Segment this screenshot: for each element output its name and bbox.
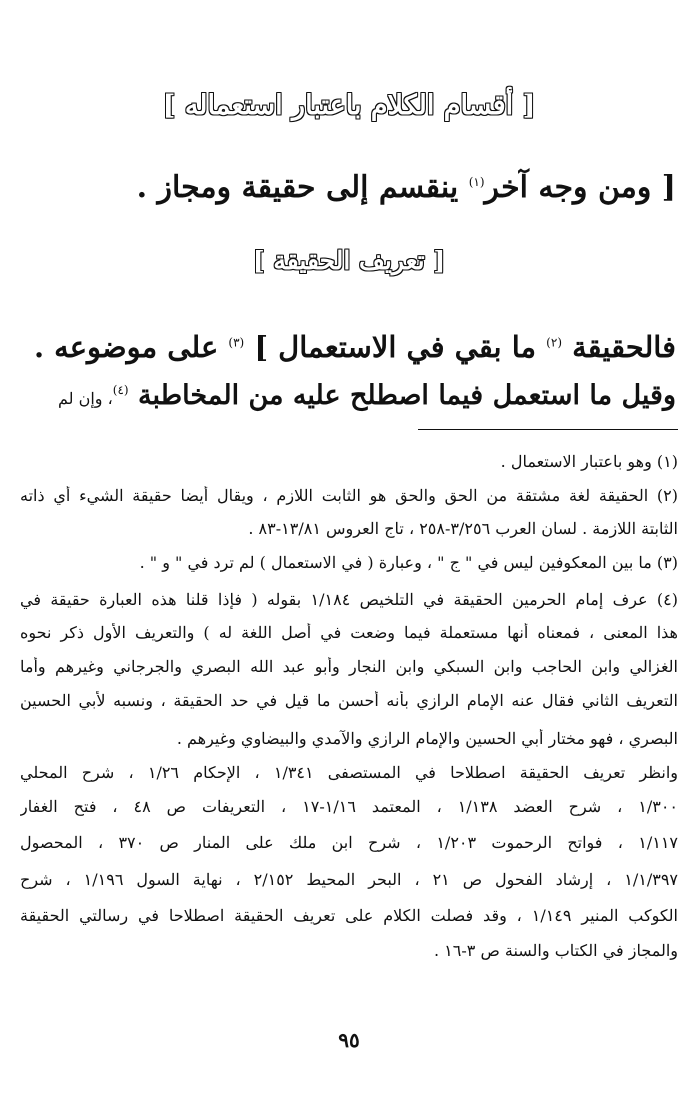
footnote-line: البصري ، فهو مختار أبي الحسين والإمام الرازي والآمدي والبيضاوي وغيرهم . bbox=[176, 729, 678, 748]
definition-rest: على موضوعه . bbox=[33, 330, 229, 364]
footnote-line: وانظر تعريف الحقيقة اصطلاحا في المستصفى ١/٣٤١ ، الإحكام ١/٢٦ ، شرح المحلي bbox=[20, 763, 678, 782]
footnote-line: هذا المعنى ، فمعناه أنها مستعملة فيما وضعت في أصل اللغة له ) والتعريف الأول ذكر نحوه bbox=[20, 623, 678, 642]
definition2-tail: ، وإن لم bbox=[57, 389, 113, 408]
definition-line-1 bbox=[22, 330, 676, 364]
footnote-line: الكوكب المنير ١/١٤٩ ، وقد فصلت الكلام على تعريف الحقيقة اصطلاحا في رسالتي الحقيقة bbox=[20, 906, 678, 925]
footnote-line: (١) وهو باعتبار الاستعمال . bbox=[500, 452, 678, 471]
footnote-line: ١/١١٧ ، فواتح الرحموت ١/٢٠٣ ، شرح ابن ملك على المنار ص ٣٧٠ ، المحصول bbox=[20, 833, 678, 852]
footnote-separator bbox=[418, 429, 678, 430]
footnote-ref-3: (٣) bbox=[228, 335, 245, 350]
definition-lead: فالحقيقة bbox=[562, 330, 676, 364]
definition-mid: ما بقي في الاستعمال ] bbox=[244, 330, 547, 364]
subheading-division bbox=[137, 170, 676, 205]
footnote-line: والمجاز في الكتاب والسنة ص ٣-١٦ . bbox=[434, 941, 678, 960]
footnote-line: الغزالي وابن الحاجب وابن السبكي وابن النجار وأبو عبد الله البصري والجرجاني وغيرهم وأما bbox=[20, 657, 678, 676]
footnote-line: الثابتة اللازمة . لسان العرب ٣/٢٥٦-٢٥٨ ، تاج العروس ١٣/٨١-٨٣ . bbox=[248, 519, 678, 538]
section-heading-haqiqa: [ تعريف الحقيقة ] bbox=[252, 246, 446, 275]
footnote-line: ١/٣٠٠ ، شرح العضد ١/١٣٨ ، المعتمد ١/١٦-١٧ ، التعريفات ص ٤٨ ، فتح الغفار bbox=[20, 797, 678, 816]
definition-line-2 bbox=[22, 380, 676, 411]
footnote-line: (٣) ما بين المعكوفين ليس في " ج " ، وعبارة ( في الاستعمال ) لم ترد في " و " . bbox=[139, 553, 678, 572]
footnote-ref-1: (١) bbox=[468, 175, 485, 189]
page-number: ٩٥ bbox=[338, 1028, 360, 1052]
footnote-line: التعريف الثاني فقال عنه الإمام الرازي بأنه أحسن ما قيل في حد الحقيقة ، ونسبه لأبي الحسين bbox=[20, 691, 678, 710]
subheading-rest: ينقسم إلى حقيقة ومجاز . bbox=[136, 170, 469, 205]
footnote-line: (٢) الحقيقة لغة مشتقة من الحق والحق هو الثابت اللازم ، ويقال أيضا حقيقة الشيء أي ذاته bbox=[20, 486, 678, 505]
section-heading-usage: [ أقسام الكلام باعتبار استعماله ] bbox=[162, 90, 536, 121]
definition2-lead: وقيل ما استعمل فيما اصطلح عليه من المخاطبة bbox=[128, 380, 676, 411]
footnote-line: (٤) عرف إمام الحرمين الحقيقة في التلخيص ١/١٨٤ بقوله ( فإذا قلنا هذه العبارة حقيقة في bbox=[20, 590, 678, 609]
footnote-ref-2: (٢) bbox=[546, 335, 562, 350]
footnote-ref-4: (٤) bbox=[112, 383, 129, 397]
footnote-line: ١/١/٣٩٧ ، إرشاد الفحول ص ٢١ ، البحر المحيط ٢/١٥٢ ، نهاية السول ١/١٩٦ ، شرح bbox=[20, 870, 678, 889]
subheading-lead: [ ومن وجه آخر bbox=[484, 170, 676, 205]
